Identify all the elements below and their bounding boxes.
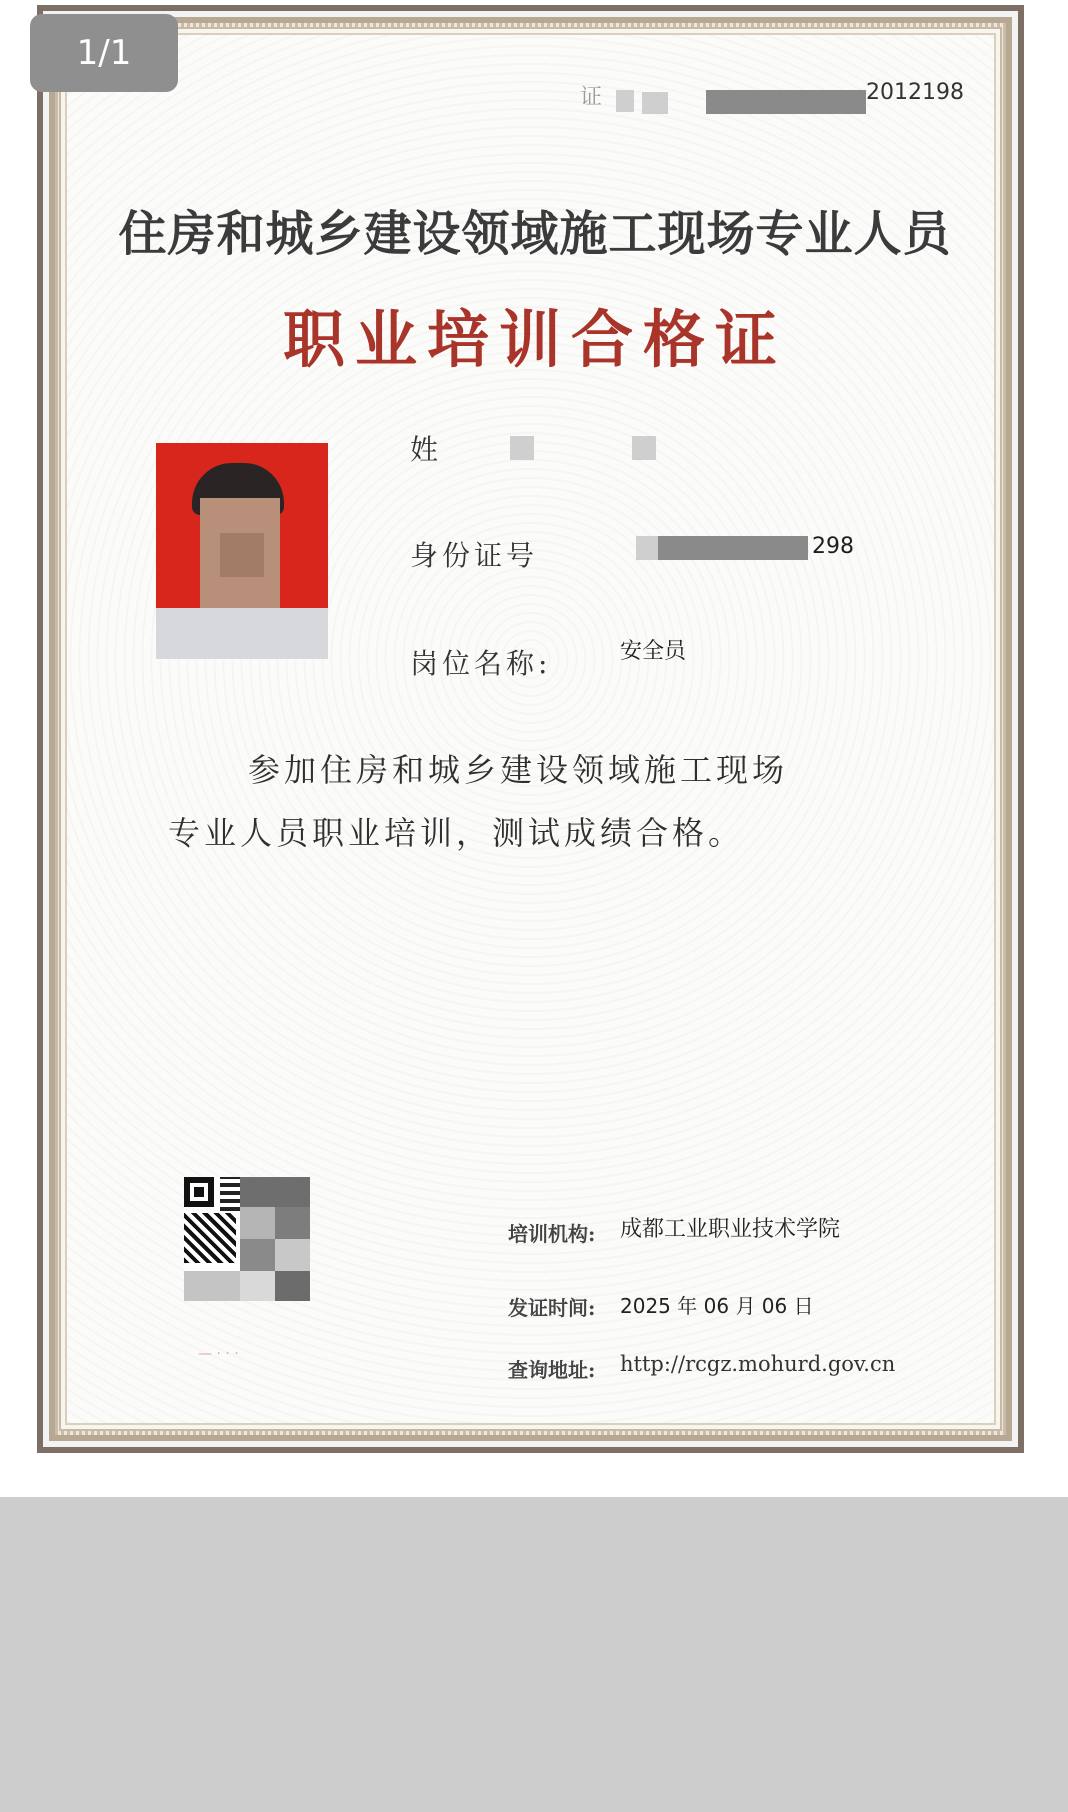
qr-finder-center [194,1187,204,1197]
certificate-subtitle: 职业培训合格证 [282,303,787,376]
photo-shirt [156,608,328,659]
redacted-id-number [636,536,658,560]
qr-pixelated [275,1207,310,1239]
issue-month: 06 [703,1294,730,1318]
position-value: 安全员 [620,639,687,664]
qr-pixelated [275,1271,310,1301]
portrait-photo [156,443,328,659]
position-label: 岗位名称: [410,647,552,680]
certificate-number-label: 证 [580,85,603,110]
qr-pixelated [240,1177,310,1207]
issue-date [620,1290,814,1319]
statement-line-2: 专业人员职业培训，测试成绩合格。 [168,814,745,852]
qr-pattern [220,1177,240,1211]
query-address-url: http://rcgz.mohurd.gov.cn [620,1352,896,1376]
institution-label: 培训机构: [508,1222,596,1246]
photo-face-pixelated [220,533,264,577]
faint-stamp-text: — · · · [198,1346,239,1362]
day-char: 日 [793,1294,814,1318]
redacted-id-number [658,536,808,560]
name-label: 姓 [410,433,443,466]
institution-value: 成都工业职业技术学院 [620,1217,841,1242]
certificate-title: 住房和城乡建设领域施工现场专业人员 [118,206,952,262]
redacted-block [616,90,634,112]
qr-pattern [184,1213,236,1263]
issue-day: 06 [761,1294,788,1318]
certificate-number-tail: 2012198 [866,80,964,105]
month-char: 月 [735,1294,756,1318]
id-number-tail: 298 [812,534,854,559]
qr-pixelated [240,1239,275,1271]
redacted-name [510,436,534,460]
redacted-name [632,436,656,460]
issue-date-label: 发证时间: [508,1296,596,1320]
qr-pixelated [240,1207,275,1239]
query-address-label: 查询地址: [508,1358,596,1382]
qr-pixelated [240,1271,275,1301]
id-number-label: 身份证号 [410,539,539,572]
page-counter: 1/1 [30,14,178,92]
year-char: 年 [677,1294,698,1318]
qr-pixelated [184,1271,240,1301]
qr-code-icon [184,1177,310,1301]
statement-line-1: 参加住房和城乡建设领域施工现场 [248,751,789,789]
qr-pixelated [275,1239,310,1271]
empty-area [0,1497,1068,1812]
issue-year: 2025 [620,1294,671,1318]
redacted-block [642,92,668,114]
redacted-certificate-number [706,90,866,114]
